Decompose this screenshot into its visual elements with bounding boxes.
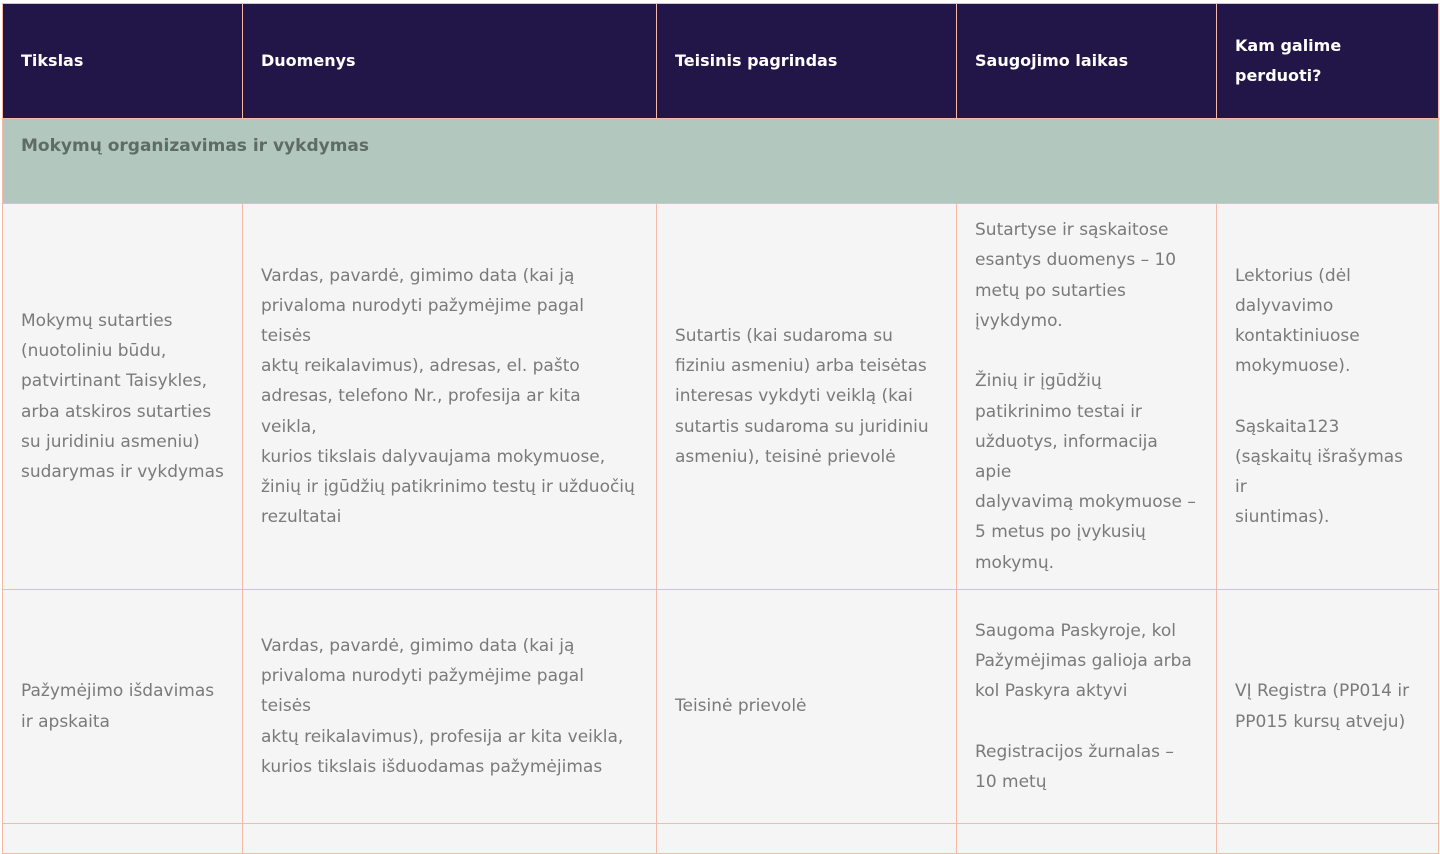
cell-data: Vardas, pavardė, gimimo data (kai ją privaloma nurodyti pažymėjime pagal teisės aktų reikalavimus), profesija ar kita veikla, kurios tikslais išduodamas pažymėjimas xyxy=(243,590,657,824)
table-row-partial xyxy=(3,824,1439,854)
cell-empty xyxy=(657,824,957,854)
cell-empty xyxy=(1217,824,1439,854)
section-title: Mokymų organizavimas ir vykdymas xyxy=(3,119,1439,204)
table-row xyxy=(3,590,1439,824)
cell-purpose: Mokymų sutarties (nuotoliniu būdu, patvirtinant Taisykles, arba atskiros sutarties su juridiniu asmeniu) sudarymas ir vykdymas xyxy=(3,204,243,590)
cell-legal-basis: Sutartis (kai sudaroma su fiziniu asmeniu) arba teisėtas interesas vykdyti veiklą (kai sutartis sudaroma su juridiniu asmeniu), teisinė prievolė xyxy=(657,204,957,590)
table-row xyxy=(3,204,1439,590)
column-header-legal-basis: Teisinis pagrindas xyxy=(657,4,957,119)
column-header-recipients: Kam galime perduoti? xyxy=(1217,4,1439,119)
cell-retention: Saugoma Paskyroje, kol Pažymėjimas galioja arba kol Paskyra aktyvi Registracijos žurnalas – 10 metų xyxy=(957,590,1217,824)
cell-recipients: Lektorius (dėl dalyvavimo kontaktiniuose mokymuose). Sąskaita123 (sąskaitų išrašymas ir siuntimas). xyxy=(1217,204,1439,590)
cell-retention: Sutartyse ir sąskaitose esantys duomenys – 10 metų po sutarties įvykdymo. Žinių ir įgūdžių patikrinimo testai ir užduotys, informacija apie dalyvavimą mokymuose – 5 metus po įvykusių mokymų. xyxy=(957,204,1217,590)
cell-empty xyxy=(243,824,657,854)
section-row xyxy=(3,119,1439,204)
cell-purpose: Pažymėjimo išdavimas ir apskaita xyxy=(3,590,243,824)
cell-empty xyxy=(3,824,243,854)
column-header-purpose: Tikslas xyxy=(3,4,243,119)
cell-recipients: VĮ Registra (PP014 ir PP015 kursų atveju) xyxy=(1217,590,1439,824)
cell-data: Vardas, pavardė, gimimo data (kai ją privaloma nurodyti pažymėjime pagal teisės aktų reikalavimus), adresas, el. pašto adresas, telefono Nr., profesija ar kita veikla, kurios tikslais dalyvaujama mokymuose, žinių ir įgūdžių patikrinimo testų ir užduočių rezultatai xyxy=(243,204,657,590)
table-header-row xyxy=(3,4,1439,119)
column-header-retention: Saugojimo laikas xyxy=(957,4,1217,119)
cell-legal-basis: Teisinė prievolė xyxy=(657,590,957,824)
cell-empty xyxy=(957,824,1217,854)
column-header-data: Duomenys xyxy=(243,4,657,119)
data-processing-table xyxy=(2,3,1439,854)
